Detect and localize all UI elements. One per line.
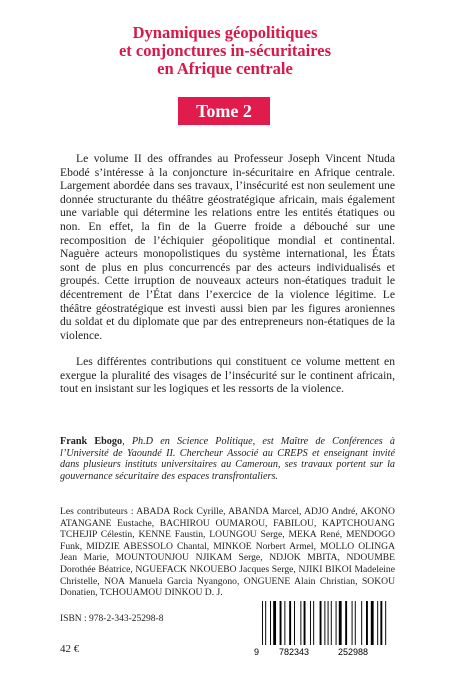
barcode-bar bbox=[339, 601, 342, 645]
barcode-bar bbox=[371, 601, 374, 645]
barcode-bar bbox=[294, 601, 295, 645]
barcode-bar bbox=[328, 601, 329, 645]
barcode bbox=[250, 599, 392, 657]
author-name: Frank Ebogo bbox=[60, 436, 123, 447]
title-line-2: et conjonctures in-sécuritaires bbox=[118, 41, 331, 60]
barcode-bar bbox=[300, 601, 301, 645]
barcode-bar bbox=[270, 601, 271, 645]
barcode-digits-right: 252988 bbox=[337, 647, 369, 657]
isbn: ISBN : 978-2-343-25298-8 bbox=[60, 614, 164, 624]
barcode-bar bbox=[284, 601, 285, 645]
price: 42 € bbox=[60, 643, 80, 655]
barcode-bar bbox=[380, 601, 382, 645]
summary-paragraph-2: Les différentes contributions qui constituent ce volume mettent en exergue la pluralité des visages de l’insécurité sur le continent africain, tout en insistant sur les logiques et les ressorts de la violence. bbox=[60, 355, 395, 396]
barcode-bar bbox=[280, 601, 282, 645]
barcode-bar bbox=[377, 601, 378, 645]
barcode-bar bbox=[310, 601, 311, 645]
barcode-bar bbox=[273, 601, 276, 645]
barcode-bar bbox=[345, 601, 347, 645]
contributors-list: Les contributeurs : ABADA Rock Cyrille, ABANDA Marcel, ADJO André, AKONO ATANGANE Eustache, BACHIROU OUMAROU, FABILOU, KAPTCHOUANG TCHEJIP Célestin, KENNE Faustin, LOUNGOU Serge, MEKA René, MENDOGO Funk, MIDZIE ABESSOLO Chantal, MINKOE Norbert Armel, MOLLO OLINGA Jean Marie, MOUNTOUNJOU NJIKAM Serge, NDJOK MBITA, NDOUMBE Dorothée Béatrice, NGUEFACK NKOUEBO Jacques Serge, NJIKI BIKOI Madeleine Christelle, NOA Manuela Garcia Nyangono, ONGUENE Alain Christian, SOKOU Donatien, TCHOUAMOU DINKOU D. J. bbox=[60, 506, 395, 599]
author-bio bbox=[60, 436, 395, 482]
barcode-bar bbox=[355, 601, 356, 645]
barcode-bar bbox=[361, 601, 362, 645]
title-line-3: en Afrique centrale bbox=[157, 59, 293, 78]
barcode-bar bbox=[366, 601, 368, 645]
barcode-bar bbox=[352, 601, 353, 645]
barcode-bar bbox=[265, 601, 266, 645]
book-title bbox=[60, 24, 390, 78]
tome-badge: Tome 2 bbox=[178, 97, 270, 125]
title-line-1: Dynamiques géopolitiques bbox=[132, 23, 318, 42]
barcode-bar bbox=[289, 601, 291, 645]
barcode-bar bbox=[313, 601, 314, 645]
barcode-bar bbox=[262, 601, 263, 645]
author-bio-text: , Ph.D en Science Politique, est Maître de Conférences à l’Université de Yaoundé II. Chercheur Associé au CREPS et enseignant invité dans plusieurs instituts universitaires au Cameroun, ses travaux portent sur la gouvernance sécuritaire des espaces transfrontaliers. bbox=[60, 436, 395, 482]
barcode-bar bbox=[385, 601, 386, 645]
barcode-bar bbox=[320, 601, 322, 645]
barcode-digits-left: 782343 bbox=[278, 647, 310, 657]
summary-paragraph-1: Le volume II des offrandes au Professeur Joseph Vincent Ntuda Ebodé s’intéresse à la conjoncture in-sécuritaire en Afrique centrale. Largement abordée dans ses travaux, l’insécurité est non seulement une donnée structurante du théâtre géostratégique africain, mais également une variable qui détermine les relations entre les entités étatiques ou non. En effet, la fin de la Guerre froide a débouché sur une recomposition de l’échiquier géopolitique mondial et continental. Naguère acteurs monopolistiques du système international, les États sont de plus en plus concurrencés par des acteurs individualisés et groupés. Cette irruption de nouveaux acteurs non-étatiques traduit le décentrement de l’État dans l’exercice de la violence légitime. Le théâtre géostratégique est investi aussi bien par les figures aroniennes du soldat et du diplomate que par des entrepreneurs non-étatiques de la violence. bbox=[60, 152, 395, 342]
barcode-bar bbox=[336, 601, 337, 645]
barcode-bar bbox=[324, 601, 325, 645]
barcode-bar bbox=[331, 601, 332, 645]
barcode-bar bbox=[304, 601, 306, 645]
barcode-digit-first: 9 bbox=[254, 647, 260, 657]
